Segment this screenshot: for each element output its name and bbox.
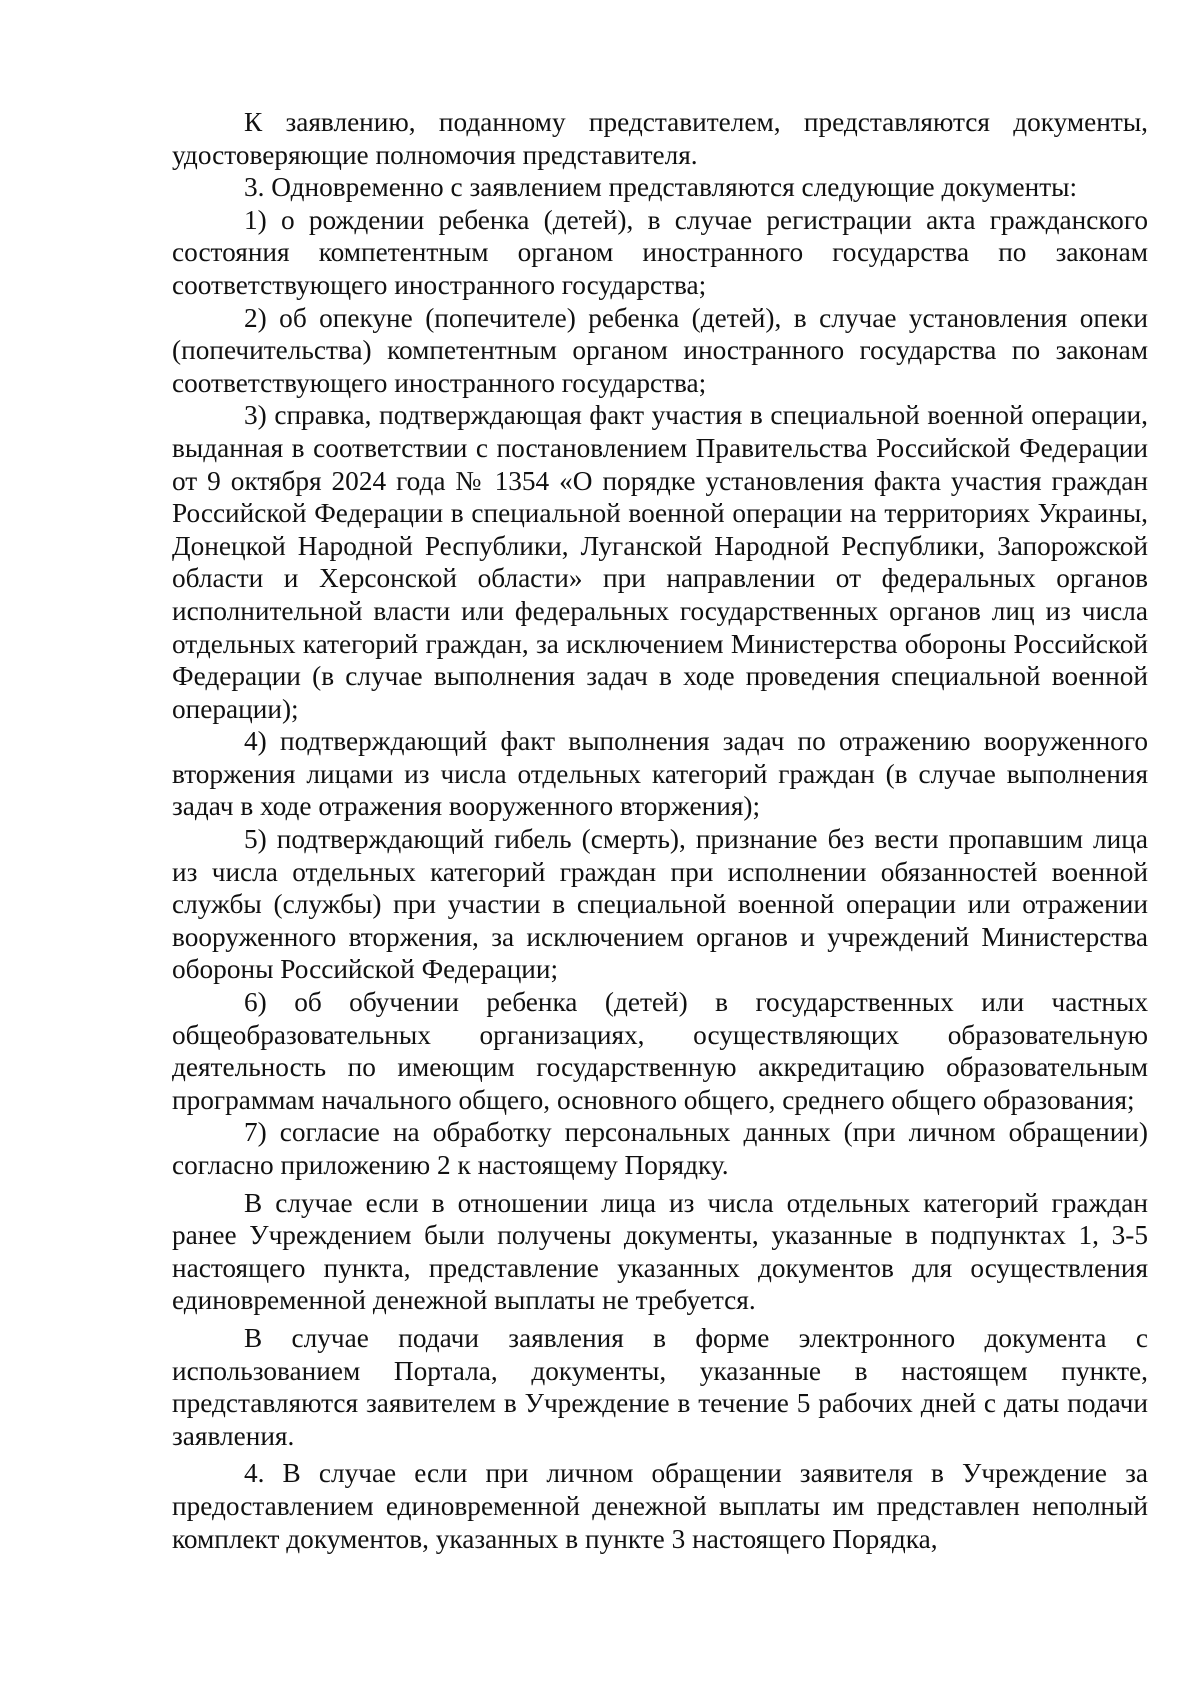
paragraph-subitem-7: 7) согласие на обработку персональных данных (при личном обращении) согласно приложению 2 к настоящему Порядку. (172, 1117, 1148, 1180)
document-page (172, 106, 1148, 1555)
paragraph-item-4: 4. В случае если при личном обращении заявителя в Учреждение за предоставлением единовременной денежной выплаты им представлен неполный комплект документов, указанных в пункте 3 настоящего Порядка, (172, 1458, 1148, 1554)
paragraph-representative-documents: К заявлению, поданному представителем, представляются документы, удостоверяющие полномочия представителя. (172, 107, 1148, 170)
paragraph-subitem-6: 6) об обучении ребенка (детей) в государственных или частных общеобразовательных организациях, осуществляющих образовательную деятельность по имеющим государственную аккредитацию образовательным программам начального общего, основного общего, среднего общего образования; (172, 987, 1148, 1115)
paragraph-documents-not-required: В случае если в отношении лица из числа отдельных категорий граждан ранее Учреждением были получены документы, указанные в подпунктах 1, 3-5 настоящего пункта, представление указанных документов для осуществления единовременной денежной выплаты не требуется. (172, 1187, 1148, 1316)
paragraph-item-3-intro: 3. Одновременно с заявлением представляются следующие документы: (244, 172, 1078, 203)
paragraph-subitem-4: 4) подтверждающий факт выполнения задач по отражению вооруженного вторжения лицами из числа отдельных категорий граждан (в случае выполнения задач в ходе отражения вооруженного вторжения); (172, 726, 1148, 822)
paragraph-electronic-submission: В случае подачи заявления в форме электронного документа с использованием Портала, документы, указанные в настоящем пункте, представляются заявителем в Учреждение в течение 5 рабочих дней с даты подачи заявления. (172, 1322, 1148, 1451)
paragraph-subitem-5: 5) подтверждающий гибель (смерть), признание без вести пропавшим лица из числа отдельных категорий граждан при исполнении обязанностей военной службы (службы) при участии в специальной военной операции или отражении вооруженного вторжения, за исключением органов и учреждений Министерства обороны Российской Федерации; (172, 824, 1148, 985)
paragraph-subitem-2: 2) об опекуне (попечителе) ребенка (детей), в случае установления опеки (попечительства) компетентным органом иностранного государства по законам соответствующего иностранного государства; (172, 302, 1148, 398)
paragraph-subitem-3: 3) справка, подтверждающая факт участия в специальной военной операции, выданная в соответствии с постановлением Правительства Российской Федерации от 9 октября 2024 года № 1354 «О порядке установления факта участия граждан Российской Федерации в специальной военной операции на территориях Украины, Донецкой Народной Республики, Луганской Народной Республики, Запорожской области и Херсонской области» при направлении от федеральных органов исполнительной власти или федеральных государственных органов лиц из числа отдельных категорий граждан, за исключением Министерства обороны Российской Федерации (в случае выполнения задач в ходе проведения специальной военной операции); (172, 400, 1148, 724)
paragraph-subitem-1: 1) о рождении ребенка (детей), в случае регистрации акта гражданского состояния компетентным органом иностранного государства по законам соответствующего иностранного государства; (172, 204, 1148, 300)
